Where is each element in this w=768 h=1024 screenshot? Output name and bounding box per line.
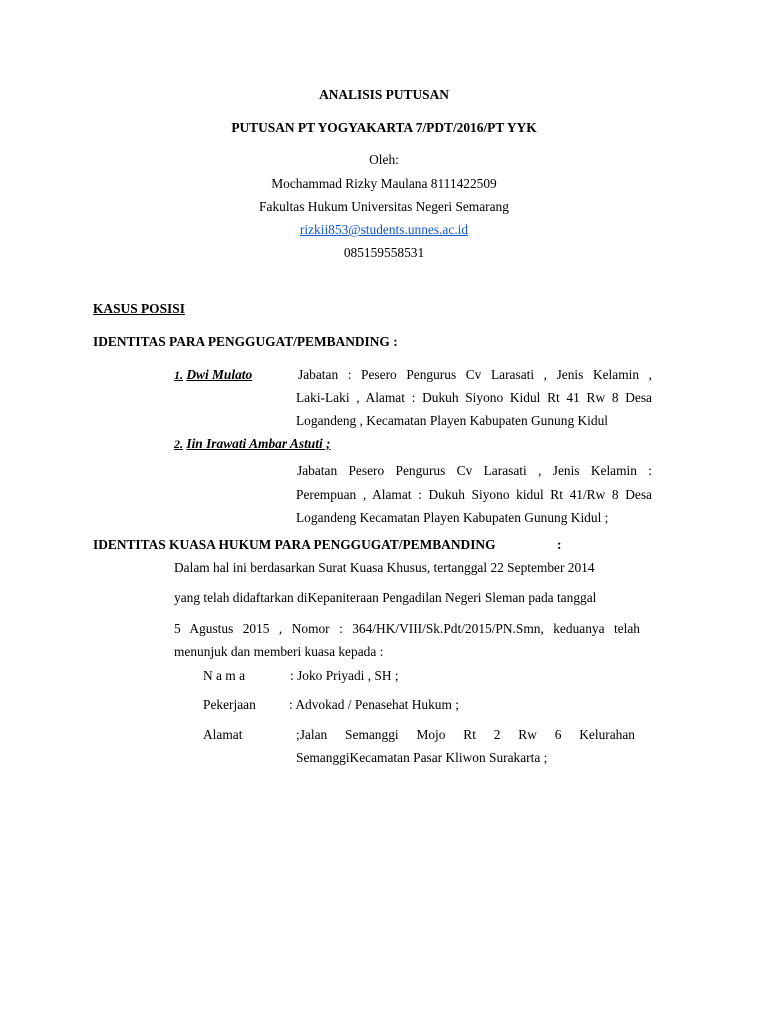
phone-line: 085159558531 (343, 245, 425, 260)
email-line (0, 222, 768, 238)
plaintiff-1-label (174, 367, 296, 383)
plaintiffs-heading: IDENTITAS PARA PENGGUGAT/PEMBANDING : (93, 334, 398, 349)
counsel-address-line-1: ;Jalan Semanggi Mojo Rt 2 Rw 6 Kelurahan (296, 727, 635, 742)
document-subtitle: PUTUSAN PT YOGYAKARTA 7/PDT/2016/PT YYK (231, 120, 537, 135)
plaintiff-1-line-1: Jabatan : Pesero Pengurus Cv Larasati , Jenis Kelamin , (298, 367, 652, 382)
counsel-address-label: Alamat (203, 727, 243, 742)
plaintiff-2-line-3: Logandeng Kecamatan Playen Kabupaten Gunung Kidul ; (296, 510, 609, 525)
counsel-paragraph-line-2: yang telah didaftarkan diKepaniteraan Pengadilan Negeri Sleman pada tanggal (174, 590, 597, 605)
section-title: KASUS POSISI (93, 301, 185, 316)
plaintiff-2-number: 2. (174, 437, 183, 451)
counsel-name-label: N a m a (203, 668, 246, 683)
plaintiff-1-line-2: Laki-Laki , Alamat : Dukuh Siyono Kidul Rt 41 Rw 8 Desa (296, 390, 652, 405)
counsel-paragraph-line-1: Dalam hal ini berdasarkan Surat Kuasa Khusus, tertanggal 22 September 2014 (174, 560, 595, 575)
counsel-job-label: Pekerjaan (203, 697, 256, 712)
counsel-paragraph-line-4: menunjuk dan memberi kuasa kepada : (174, 644, 384, 659)
plaintiff-2-label (174, 436, 330, 452)
faculty-line: Fakultas Hukum Universitas Negeri Semarang (259, 199, 509, 214)
email-link[interactable]: rizkii853@students.unnes.ac.id (299, 222, 469, 237)
counsel-name-value: : Joko Priyadi , SH ; (290, 668, 399, 683)
counsel-paragraph-line-3: 5 Agustus 2015 , Nomor : 364/HK/VIII/Sk.Pdt/2015/PN.Smn, keduanya telah (174, 621, 640, 636)
counsel-address-line-2: SemanggiKecamatan Pasar Kliwon Surakarta ; (296, 750, 548, 765)
plaintiff-1-line-3: Logandeng , Kecamatan Playen Kabupaten Gunung Kidul (296, 413, 608, 428)
plaintiff-1-number: 1. (174, 368, 183, 382)
plaintiff-2-line-2: Perempuan , Alamat : Dukuh Siyono kidul Rt 41/Rw 8 Desa (296, 487, 652, 502)
author-line: Mochammad Rizky Maulana 8111422509 (271, 176, 497, 191)
by-label: Oleh: (369, 152, 399, 167)
counsel-job-value: : Advokad / Penasehat Hukum ; (289, 697, 459, 712)
plaintiff-2-line-1: Jabatan Pesero Pengurus Cv Larasati , Jenis Kelamin : (297, 463, 652, 478)
counsel-heading: IDENTITAS KUASA HUKUM PARA PENGGUGAT/PEMBANDING (93, 537, 496, 552)
counsel-heading-colon: : (557, 537, 562, 552)
document-title: ANALISIS PUTUSAN (319, 87, 449, 102)
plaintiff-2-name: Iin Irawati Ambar Astuti ; (186, 436, 331, 451)
plaintiff-1-name: Dwi Mulato (186, 367, 253, 382)
